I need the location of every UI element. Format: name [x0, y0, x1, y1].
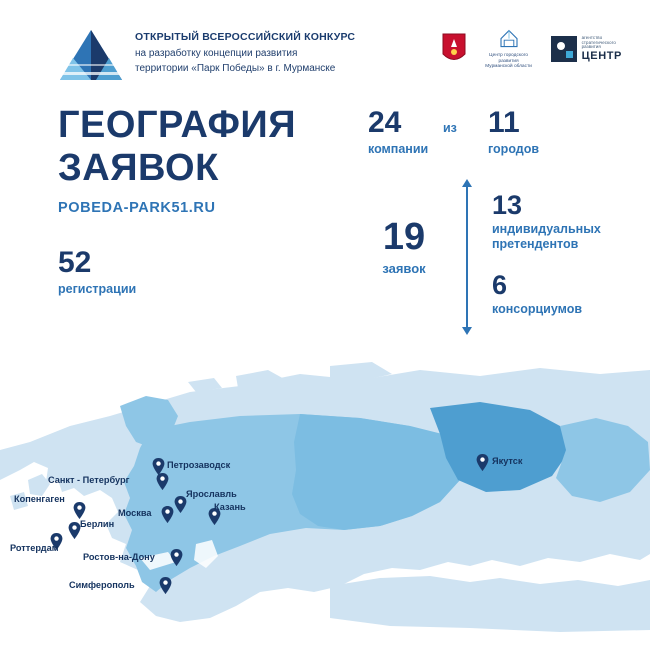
stat-consortiums — [492, 272, 582, 317]
agency-big-label: ЦЕНТР — [581, 50, 622, 63]
site-url[interactable]: POBEDA-PARK51.RU — [58, 200, 216, 216]
stat-applications — [362, 218, 446, 277]
map-city-label-yaroslavl: Ярославль — [186, 489, 237, 499]
agency-small-line2: стратегического — [581, 39, 616, 45]
map-city-label-yakutsk: Якутск — [492, 456, 523, 466]
stat-registrations — [58, 248, 136, 297]
map-city-label-moscow: Москва — [118, 508, 152, 518]
pobeda-park-logo-icon — [58, 28, 124, 84]
map-pin-saint-petersburg[interactable] — [156, 473, 169, 490]
agency-text — [582, 36, 622, 63]
stat-individuals-value: 13 — [492, 190, 523, 220]
map-pin-copenhagen[interactable] — [73, 502, 86, 519]
map-landmass — [0, 362, 650, 632]
map-city-label-rostov-on-don: Ростов-на-Дону — [83, 552, 155, 562]
city-development-center-logo — [483, 26, 535, 72]
map-pin-moscow[interactable] — [161, 506, 174, 523]
stat-individuals-label-line1: индивидуальных — [492, 222, 601, 236]
partner-logos — [441, 26, 622, 72]
center-caption-line2: Мурманской области — [485, 63, 532, 69]
header-subtitle-line2: территории «Парк Победы» в г. Мурманске — [135, 62, 336, 74]
stat-registrations-label: регистрации — [58, 282, 137, 296]
stat-registrations-value: 52 — [58, 246, 92, 279]
map-pin-yakutsk[interactable] — [476, 454, 489, 471]
map-city-label-kazan: Казань — [214, 502, 246, 512]
stat-companies — [368, 108, 428, 157]
page-title-line2: ЗАЯВОК — [58, 146, 219, 189]
map-svg — [0, 330, 650, 650]
page-title — [58, 104, 358, 189]
header — [0, 22, 650, 92]
stat-consortiums-label: консорциумов — [492, 302, 583, 316]
vertical-divider — [466, 186, 468, 328]
agency-small-line1: агентство — [581, 34, 603, 40]
stat-companies-label: компании — [368, 142, 429, 156]
map-region — [0, 330, 650, 650]
map-city-label-simferopol: Симферополь — [69, 580, 135, 590]
stat-cities-value: 11 — [488, 106, 520, 139]
agency-small-line3: развития — [581, 44, 601, 50]
map-pin-rostov-on-don[interactable] — [170, 549, 183, 566]
header-subtitle — [135, 47, 385, 76]
map-city-label-copenhagen: Копенгаген — [14, 494, 65, 504]
stat-applications-label: заявок — [382, 261, 426, 276]
header-subtitle-line1: на разработку концепции развития — [135, 48, 298, 60]
map-city-label-saint-petersburg: Санкт - Петербург — [48, 475, 130, 485]
stat-individuals-label-line2: претендентов — [492, 237, 579, 251]
center-caption — [483, 52, 535, 69]
stat-consortiums-value: 6 — [492, 270, 508, 300]
stat-cities — [488, 108, 539, 157]
header-title: ОТКРЫТЫЙ ВСЕРОССИЙСКИЙ КОНКУРС — [135, 31, 356, 43]
stat-connector-label: из — [443, 121, 457, 135]
map-city-label-rotterdam: Роттердам — [10, 543, 59, 553]
stat-individuals-label — [492, 222, 601, 252]
murmansk-coat-of-arms-icon — [441, 26, 467, 72]
map-city-label-petrozavodsk: Петрозаводск — [167, 460, 231, 470]
agency-center-logo — [551, 26, 622, 72]
agency-mark-icon — [551, 36, 577, 62]
header-text — [135, 30, 385, 76]
center-caption-line1: Центр городского развития — [489, 51, 529, 63]
stat-individuals — [492, 192, 601, 252]
map-pin-simferopol[interactable] — [159, 577, 172, 594]
stat-companies-value: 24 — [368, 106, 402, 139]
stat-cities-label: городов — [488, 142, 540, 156]
map-city-label-berlin: Берлин — [80, 519, 115, 529]
stat-applications-value: 19 — [382, 216, 426, 258]
page-title-line1: ГЕОГРАФИЯ — [58, 104, 297, 146]
